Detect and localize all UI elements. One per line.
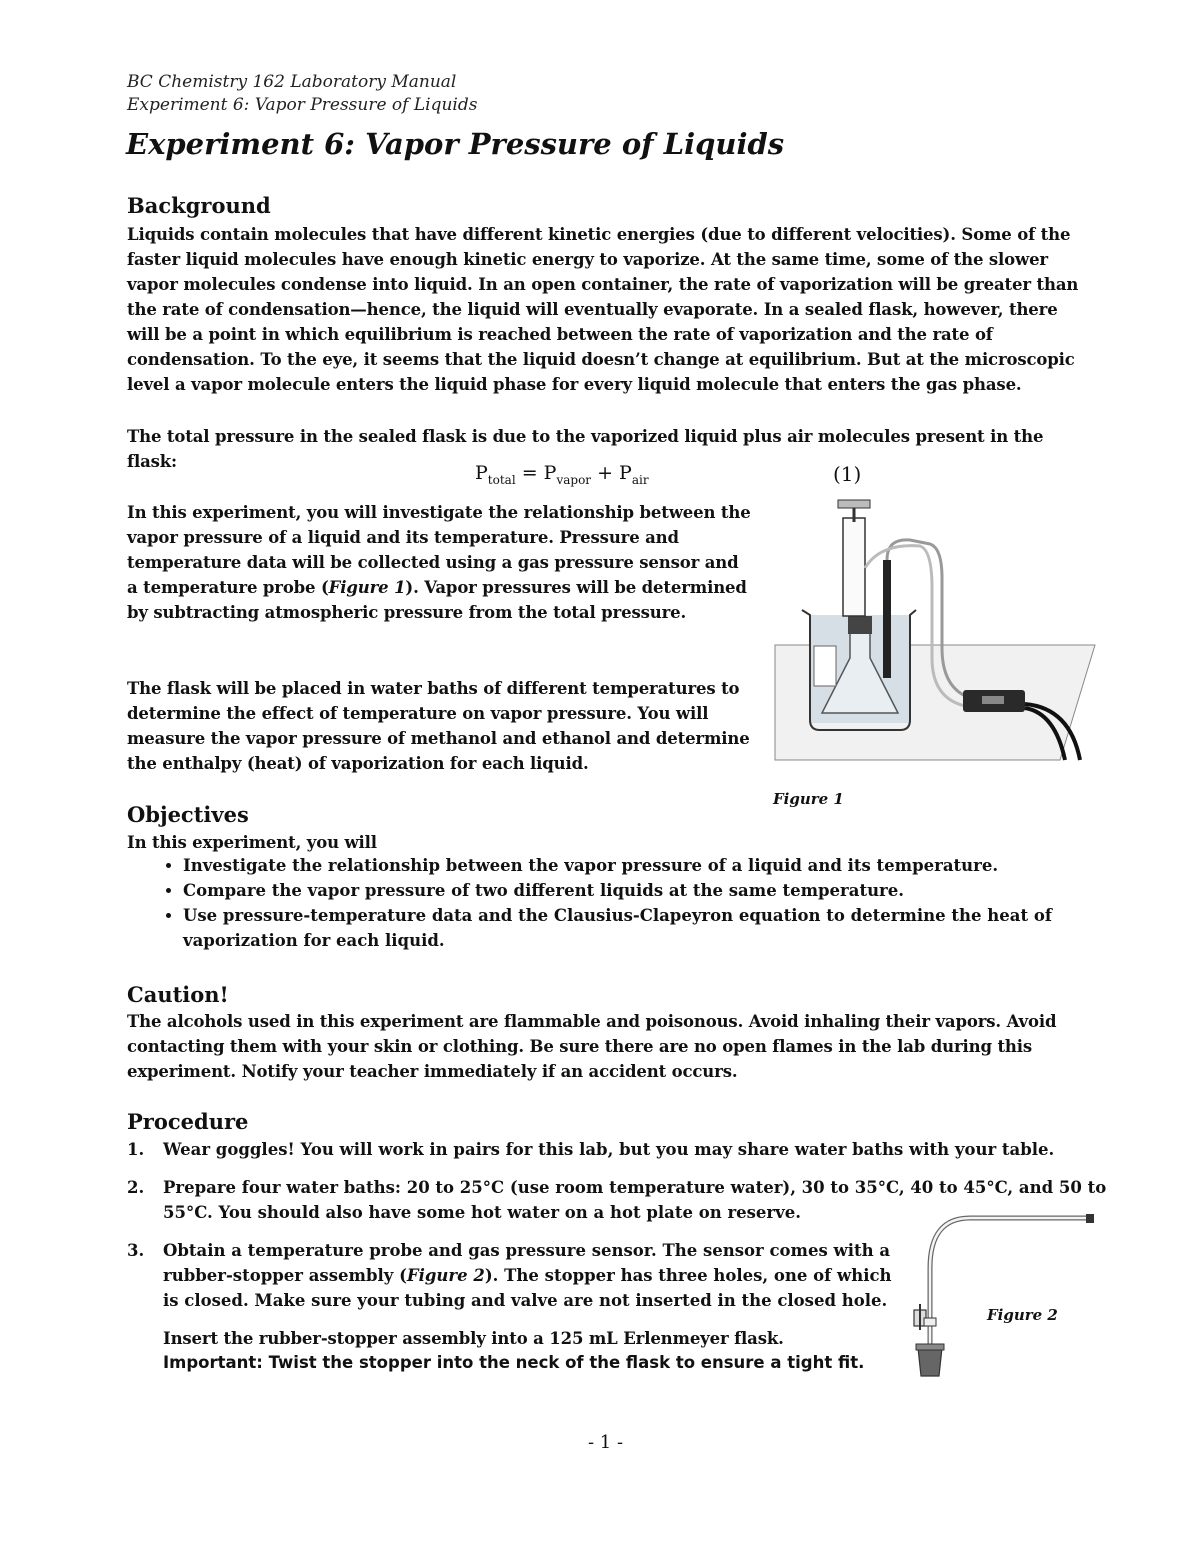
background-paragraph: Liquids contain molecules that have different kinetic energies (due to different velocities). Some of the faster liquid molecules have enough kinetic energy to vaporize. At the same time, some of the slower vapor molecules condense into liquid. In an open container, the rate of vaporization will be greater than the rate of condensation—hence, the liquid will eventually evaporate. In a sealed flask, however, there will be a point in which equilibrium is reached between the rate of vaporization and the rate of condensation. To the eye, it seems that the liquid doesn’t change at equilibrium. But at the microscopic level a vapor molecule enters the liquid phase for every liquid molecule that enters the gas phase. bbox=[127, 225, 1079, 394]
objective-item: • Use pressure-temperature data and the Clausius-Clapeyron equation to determine the heat of vaporization for each liquid. bbox=[183, 903, 1083, 953]
investigation-text-a: In this experiment, you will investigate the relationship between the vapor pressure of a liquid and its temperature. Pressure and temperature data will be collected using a gas pressure sensor and a temperature probe ( bbox=[127, 503, 751, 597]
figure1-caption: Figure 1 bbox=[773, 790, 844, 808]
objectives-intro: In this experiment, you will bbox=[127, 833, 377, 852]
procedure-heading: Procedure bbox=[127, 1109, 249, 1134]
figure2-stopper-assembly bbox=[900, 1208, 1100, 1383]
investigation-paragraph bbox=[127, 500, 752, 625]
objectives-heading: Objectives bbox=[127, 802, 249, 827]
total-pressure-paragraph: The total pressure in the sealed flask is due to the vaporized liquid plus air molecules present in the flask: bbox=[127, 427, 1044, 471]
figure1-reference: Figure 1 bbox=[328, 578, 406, 597]
step-text: Prepare four water baths: 20 to 25°C (use room temperature water), 30 to 35°C, 40 to 45°C, and 50 to 55°C. You should also have some hot water on a hot plate on reserve. bbox=[163, 1178, 1107, 1222]
pressure-equation bbox=[475, 462, 649, 487]
running-header-experiment: Experiment 6: Vapor Pressure of Liquids bbox=[127, 95, 478, 115]
caution-heading: Caution! bbox=[127, 982, 229, 1007]
figure2-reference: Figure 2 bbox=[406, 1266, 485, 1285]
caution-text: The alcohols used in this experiment are flammable and poisonous. Avoid inhaling their vapors. Avoid contacting them with your skin or clothing. Be sure there are no open flames in the lab during this experiment. Notify your teacher immediately if an accident occurs. bbox=[127, 1012, 1057, 1081]
figure1-stopper bbox=[848, 616, 872, 634]
equation-number: (1) bbox=[833, 462, 862, 486]
figure1-beaker-label bbox=[814, 646, 836, 686]
figure2-tubing bbox=[930, 1218, 1090, 1358]
figure2-rubber-stopper bbox=[918, 1348, 942, 1376]
figure1-syringe bbox=[843, 518, 865, 616]
background-heading: Background bbox=[127, 193, 271, 218]
water-bath-paragraph: The flask will be placed in water baths of different temperatures to determine the effect of temperature on vapor pressure. You will measure the vapor pressure of methanol and ethanol and determine the enthalpy (heat) of vaporization for each liquid. bbox=[127, 679, 750, 773]
eq-p-vapor: = P bbox=[515, 462, 557, 484]
page-title: Experiment 6: Vapor Pressure of Liquids bbox=[126, 127, 785, 161]
objective-item: • Compare the vapor pressure of two different liquids at the same temperature. bbox=[183, 878, 1083, 903]
procedure-step-1 bbox=[127, 1137, 1107, 1162]
eq-p-air: + P bbox=[591, 462, 632, 484]
figure1-syringe-cap bbox=[838, 500, 870, 508]
figure2-tube-end bbox=[1086, 1214, 1094, 1223]
step-text: Wear goggles! You will work in pairs for this lab, but you may share water baths with your table. bbox=[163, 1140, 1055, 1159]
running-header-course: BC Chemistry 162 Laboratory Manual bbox=[127, 72, 457, 92]
objectives-list bbox=[160, 853, 1083, 953]
step-number: 2. bbox=[127, 1178, 145, 1197]
eq-sub-total: total bbox=[487, 472, 516, 487]
step3-text-a: Obtain a temperature probe and gas pressure sensor. The sensor comes with a rubber-stopper assembly ( bbox=[163, 1241, 891, 1285]
step3-text-b: ). The stopper has three holes, one of which is closed. Make sure your tubing and valve are not inserted in the closed hole. bbox=[163, 1266, 892, 1310]
important-instruction: Important: Twist the stopper into the neck of the flask to ensure a tight fit. bbox=[163, 1353, 865, 1372]
eq-p-total: P bbox=[475, 462, 488, 484]
step-number: 1. bbox=[127, 1140, 145, 1159]
figure1-temperature-probe bbox=[883, 560, 891, 678]
page-number: - 1 - bbox=[588, 1432, 624, 1453]
insert-instruction: Insert the rubber-stopper assembly into a 125 mL Erlenmeyer flask. bbox=[163, 1329, 784, 1348]
investigation-text-b: ). Vapor pressures will be determined by subtracting atmospheric pressure from the total pressure. bbox=[127, 578, 747, 622]
objective-item: • Investigate the relationship between the vapor pressure of a liquid and its temperature. bbox=[183, 853, 1083, 878]
eq-sub-vapor: vapor bbox=[556, 472, 592, 487]
eq-sub-air: air bbox=[631, 472, 649, 487]
procedure-step-3 bbox=[127, 1238, 892, 1313]
figure2-caption: Figure 2 bbox=[987, 1306, 1058, 1324]
figure1-apparatus bbox=[770, 498, 1100, 768]
step-number: 3. bbox=[127, 1241, 145, 1260]
